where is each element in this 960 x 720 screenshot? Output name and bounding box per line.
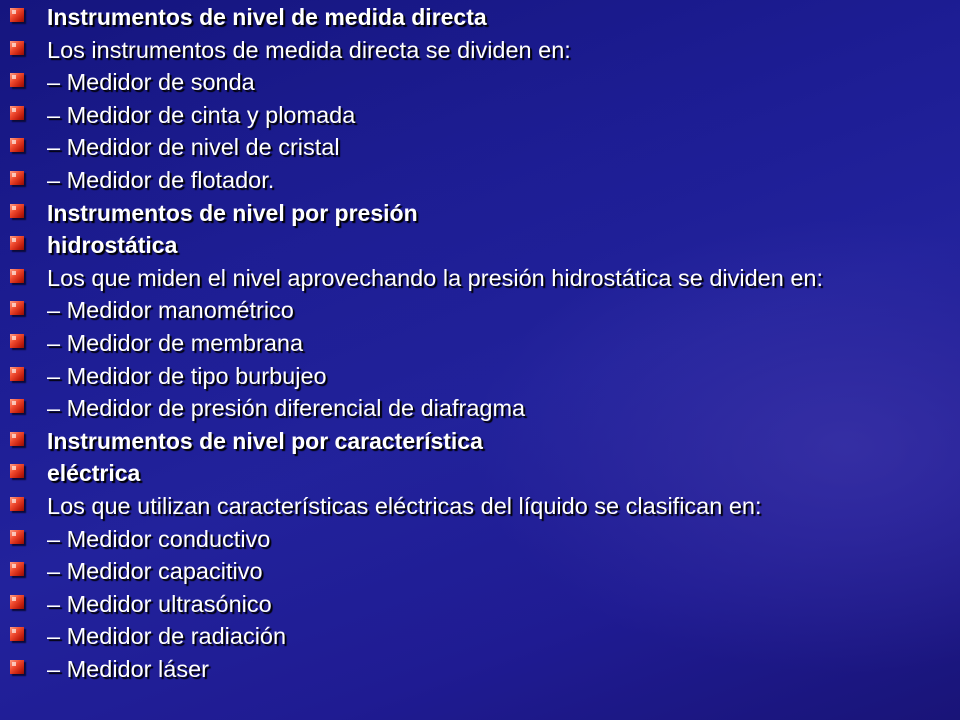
list-item-text: – Medidor de sonda: [47, 69, 255, 96]
list-item-text: – Medidor de cinta y plomada: [47, 101, 356, 128]
bullet-item: [10, 623, 950, 655]
square-bullet-icon: [10, 334, 24, 348]
list-item-text: – Medidor de presión diferencial de diafragma: [47, 395, 526, 422]
section-heading: Instrumentos de nivel de medida directa: [47, 4, 487, 30]
intro-text: Los que utilizan características eléctricas del líquido se clasifican en:: [47, 493, 762, 519]
square-bullet-icon: [10, 171, 24, 185]
list-item-text: – Medidor de tipo burbujeo: [47, 362, 327, 389]
bullet-item: [10, 265, 950, 297]
square-bullet-icon: [10, 497, 24, 511]
bullet-item: [10, 102, 950, 134]
square-bullet-icon: [10, 8, 24, 22]
bullet-item: [10, 558, 950, 590]
bullet-item: [10, 37, 950, 69]
square-bullet-icon: [10, 595, 24, 609]
bullet-item: [10, 297, 950, 329]
bullet-item: [10, 4, 950, 36]
bullet-item: [10, 493, 950, 525]
bullet-item: [10, 167, 950, 199]
bullet-item: [10, 656, 950, 688]
bullet-item: [10, 134, 950, 166]
square-bullet-icon: [10, 138, 24, 152]
list-item-text: – Medidor láser: [47, 656, 209, 682]
list-item-text: – Medidor de membrana: [47, 330, 304, 356]
bullet-item: [10, 395, 950, 427]
list-item-text: – Medidor de radiación: [47, 623, 287, 650]
section-heading-continued: hidrostática: [47, 232, 178, 259]
square-bullet-icon: [10, 562, 24, 576]
square-bullet-icon: [10, 204, 24, 218]
bullet-item: [10, 591, 950, 623]
list-item-text: – Medidor capacitivo: [47, 558, 263, 585]
square-bullet-icon: [10, 464, 24, 478]
section-heading: Instrumentos de nivel por presión: [47, 199, 418, 226]
square-bullet-icon: [10, 367, 24, 381]
square-bullet-icon: [10, 660, 24, 674]
section-heading-continued: eléctrica: [47, 460, 141, 487]
intro-text: Los que miden el nivel aprovechando la presión hidrostática se dividen en:: [47, 264, 823, 291]
square-bullet-icon: [10, 73, 24, 87]
square-bullet-icon: [10, 301, 24, 315]
square-bullet-icon: [10, 627, 24, 641]
bullet-item: [10, 330, 950, 362]
section-heading: Instrumentos de nivel por característica: [47, 427, 483, 454]
bullet-item: [10, 69, 950, 101]
bullet-item: [10, 232, 950, 264]
square-bullet-icon: [10, 236, 24, 250]
list-item-text: – Medidor manométrico: [47, 297, 294, 324]
square-bullet-icon: [10, 432, 24, 446]
bullet-item: [10, 363, 950, 395]
square-bullet-icon: [10, 106, 24, 120]
square-bullet-icon: [10, 399, 24, 413]
bullet-item: [10, 200, 950, 232]
bullet-item: [10, 526, 950, 558]
list-item-text: – Medidor conductivo: [47, 525, 271, 552]
square-bullet-icon: [10, 530, 24, 544]
bullet-item: [10, 460, 950, 492]
square-bullet-icon: [10, 269, 24, 283]
list-item-text: – Medidor de nivel de cristal: [47, 134, 340, 161]
list-item-text: – Medidor de flotador.: [47, 167, 275, 193]
square-bullet-icon: [10, 41, 24, 55]
list-item-text: – Medidor ultrasónico: [47, 590, 272, 617]
bullet-item: [10, 428, 950, 460]
intro-text: Los instrumentos de medida directa se dividen en:: [47, 36, 571, 63]
